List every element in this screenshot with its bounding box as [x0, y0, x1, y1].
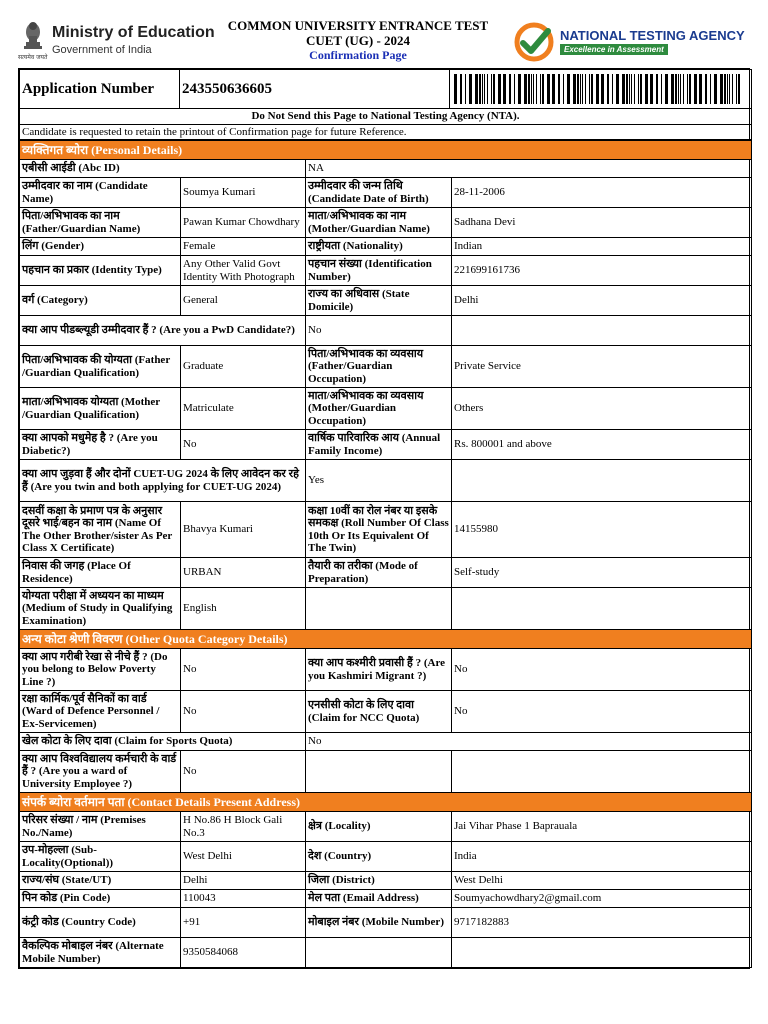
table-row	[20, 908, 752, 938]
father-qualification-label: पिता/अभिभावक की योग्यता (Father /Guardian Qualification)	[20, 346, 181, 388]
father-name-label: पिता/अभिभावक का नाम (Father/Guardian Name)	[20, 208, 181, 238]
nta-title: NATIONAL TESTING AGENCY	[560, 28, 745, 43]
bpl-value: No	[181, 649, 306, 691]
barcode-bar	[518, 74, 521, 104]
barcode-bar	[475, 74, 478, 104]
national-emblem-icon	[20, 18, 46, 52]
country-label: देश (Country)	[306, 842, 452, 872]
application-number-row	[20, 70, 752, 109]
table-row	[20, 812, 752, 842]
barcode-bar	[567, 74, 570, 104]
barcode-bar	[493, 74, 495, 104]
barcode-bar	[675, 74, 677, 104]
alternate-mobile-value: 9350584068	[181, 938, 306, 968]
quota-details-heading: अन्य कोटा श्रेणी विवरण (Other Quota Category Details)	[20, 630, 752, 649]
table-row	[20, 649, 752, 691]
barcode-bar	[622, 74, 625, 104]
university-ward-label: क्या आप विश्वविद्यालय कर्मचारी के वार्ड हैं ? (Are you a ward of University Employee ?)	[20, 751, 181, 793]
barcode-bar	[573, 74, 576, 104]
contact-details-heading: संपर्क ब्योरा वर्तमान पता (Contact Details Present Address)	[20, 793, 752, 812]
do-not-send-notice: Do Not Send this Page to National Testing Agency (NTA).	[20, 109, 752, 125]
sports-quota-label: खेल कोटा के लिए दावा (Claim for Sports Quota)	[20, 733, 306, 751]
barcode-bar	[542, 74, 544, 104]
twin-label: क्या आप जुड़वा हैं और दोनों CUET-UG 2024 के लिए आवेदन कर रहे हैं (Are you twin and both applying for CUET-UG 2024)	[20, 460, 306, 502]
page-header	[18, 14, 750, 66]
barcode-bar	[514, 74, 515, 104]
personal-details-heading: व्यक्तिगत ब्योरा (Personal Details)	[20, 141, 752, 160]
empty-cell	[306, 751, 452, 793]
barcode-bar	[585, 74, 586, 104]
confirmation-form	[18, 68, 750, 969]
barcode-bar	[540, 74, 541, 104]
bpl-label: क्या आप गरीबी रेखा से नीचे हैं ? (Do you belong to Below Poverty Line ?)	[20, 649, 181, 691]
abc-id-value: NA	[306, 160, 752, 178]
pwd-value: No	[306, 316, 452, 346]
section-header-personal	[20, 141, 752, 160]
defence-ward-label: रक्षा कार्मिक/पूर्व सैनिकों का वार्ड (Ward of Defence Personnel / Ex-Servicemen)	[20, 691, 181, 733]
mobile-number-label: मोबाइल नंबर (Mobile Number)	[306, 908, 452, 938]
barcode-bar	[509, 74, 511, 104]
ministry-subtitle: Government of India	[52, 44, 152, 56]
table-row	[20, 751, 752, 793]
barcode-bar	[465, 74, 466, 104]
nta-checkmark-logo-icon	[514, 22, 556, 62]
application-table	[19, 69, 752, 140]
pwd-label: क्या आप पीडब्ल्यूडी उम्मीदवार हैं ? (Are you a PwD Candidate?)	[20, 316, 306, 346]
barcode-bar	[683, 74, 684, 104]
nationality-label: राष्ट्रीयता (Nationality)	[306, 238, 452, 256]
diabetic-value: No	[181, 430, 306, 460]
mobile-number-value: 9717182883	[452, 908, 752, 938]
empty-cell	[452, 751, 752, 793]
premises-value: H No.86 H Block Gali No.3	[181, 812, 306, 842]
category-label: वर्ग (Category)	[20, 286, 181, 316]
empty-cell	[306, 938, 452, 968]
table-row	[20, 691, 752, 733]
barcode-bar	[524, 74, 527, 104]
father-name-value: Pawan Kumar Chowdhary	[181, 208, 306, 238]
application-number-value: 243550636605	[180, 70, 450, 109]
table-row	[20, 938, 752, 968]
mother-occupation-label: माता/अभिभावक का व्यवसाय (Mother/Guardian Occupation)	[306, 388, 452, 430]
exam-heading	[218, 18, 498, 63]
mother-occupation-value: Others	[452, 388, 752, 430]
barcode-bar	[552, 74, 555, 104]
barcode-bar	[724, 74, 726, 104]
study-medium-value: English	[181, 588, 306, 630]
table-row	[20, 872, 752, 890]
table-row	[20, 388, 752, 430]
dob-label: उम्मीदवार की जन्म तिथि (Candidate Date of Birth)	[306, 178, 452, 208]
barcode-bar	[533, 74, 534, 104]
premises-label: परिसर संख्या / नाम (Premises No./Name)	[20, 812, 181, 842]
empty-cell	[306, 588, 452, 630]
table-row	[20, 558, 752, 588]
country-code-value: +91	[181, 908, 306, 938]
dob-value: 28-11-2006	[452, 178, 752, 208]
barcode-bar	[665, 74, 668, 104]
barcode-bar	[589, 74, 590, 104]
barcode-bar	[714, 74, 717, 104]
locality-label: क्षेत्र (Locality)	[306, 812, 452, 842]
exam-title-line1: COMMON UNIVERSITY ENTRANCE TEST	[227, 18, 489, 33]
father-occupation-label: पिता/अभिभावक का व्यवसाय (Father/Guardian Occupation)	[306, 346, 452, 388]
barcode-image	[452, 74, 744, 104]
annual-income-label: वार्षिक पारिवारिक आय (Annual Family Income)	[306, 430, 452, 460]
barcode-bar	[582, 74, 583, 104]
barcode-bar	[689, 74, 691, 104]
retain-printout-instruction: Candidate is requested to retain the printout of Confirmation page for future Reference.	[20, 124, 752, 140]
barcode-bar	[482, 74, 483, 104]
barcode-bar	[680, 74, 681, 104]
barcode-bar	[591, 74, 593, 104]
twin-name-label: दसवीं कक्षा के प्रमाण पत्र के अनुसार दूसरे भाई/बहन का नाम (Name Of The Other Brother/sister As Per Class X Certificate)	[20, 502, 181, 558]
barcode-bar	[640, 74, 642, 104]
ncc-quota-label: एनसीसी कोटा के लिए दावा (Claim for NCC Quota)	[306, 691, 452, 733]
instruction-row	[20, 124, 752, 140]
email-value: Soumyachowdhary2@gmail.com	[452, 890, 752, 908]
barcode-bar	[634, 74, 635, 104]
barcode-bar	[528, 74, 530, 104]
district-value: West Delhi	[452, 872, 752, 890]
mother-qualification-value: Matriculate	[181, 388, 306, 430]
barcode-bar	[720, 74, 723, 104]
preparation-mode-label: तैयारी का तरीका (Mode of Preparation)	[306, 558, 452, 588]
district-label: जिला (District)	[306, 872, 452, 890]
barcode-bar	[650, 74, 653, 104]
barcode-bar	[479, 74, 481, 104]
kashmiri-migrant-value: No	[452, 649, 752, 691]
barcode-bar	[656, 74, 658, 104]
barcode-bar	[607, 74, 609, 104]
barcode-bar	[612, 74, 613, 104]
barcode-bar	[563, 74, 564, 104]
details-table	[19, 140, 752, 968]
nta-tagline: Excellence in Assessment	[560, 44, 668, 55]
notice-row	[20, 109, 752, 125]
barcode-bar	[531, 74, 532, 104]
nationality-value: Indian	[452, 238, 752, 256]
email-label: मेल पता (Email Address)	[306, 890, 452, 908]
table-row	[20, 178, 752, 208]
barcode-bar	[671, 74, 674, 104]
mother-name-label: माता/अभिभावक का नाम (Mother/Guardian Name)	[306, 208, 452, 238]
table-row	[20, 160, 752, 178]
twin-name-value: Bhavya Kumari	[181, 502, 306, 558]
father-occupation-value: Private Service	[452, 346, 752, 388]
table-row	[20, 208, 752, 238]
barcode-bar	[629, 74, 630, 104]
state-domicile-value: Delhi	[452, 286, 752, 316]
state-label: राज्य/संघ (State/UT)	[20, 872, 181, 890]
barcode-bar	[638, 74, 639, 104]
abc-id-label: एबीसी आईडी (Abc ID)	[20, 160, 306, 178]
table-row	[20, 286, 752, 316]
mother-name-value: Sadhana Devi	[452, 208, 752, 238]
twin-roll-label: कक्षा 10वीं का रोल नंबर या इसके समकक्ष (Roll Number Of Class 10th Or Its Equivalent Of The Twin)	[306, 502, 452, 558]
emblem-caption: सत्यमेव जयते	[18, 54, 48, 61]
barcode-bar	[536, 74, 537, 104]
barcode-bar	[498, 74, 501, 104]
table-row	[20, 842, 752, 872]
twin-roll-value: 14155980	[452, 502, 752, 558]
table-row	[20, 316, 752, 346]
barcode-bar	[454, 74, 457, 104]
barcode-bar	[558, 74, 560, 104]
identity-type-value: Any Other Valid Govt Identity With Photograph	[181, 256, 306, 286]
barcode-bar	[547, 74, 550, 104]
empty-cell	[452, 938, 752, 968]
identification-number-value: 221699161736	[452, 256, 752, 286]
residence-value: URBAN	[181, 558, 306, 588]
table-row	[20, 588, 752, 630]
barcode-bar	[687, 74, 688, 104]
category-value: General	[181, 286, 306, 316]
application-number-label: Application Number	[20, 70, 180, 109]
barcode-bar	[626, 74, 628, 104]
barcode-bar	[678, 74, 679, 104]
ncc-quota-value: No	[452, 691, 752, 733]
country-value: India	[452, 842, 752, 872]
barcode-bar	[710, 74, 711, 104]
barcode-bar	[705, 74, 707, 104]
barcode-bar	[661, 74, 662, 104]
barcode-bar	[694, 74, 697, 104]
section-header-quota	[20, 630, 752, 649]
father-qualification-value: Graduate	[181, 346, 306, 388]
defence-ward-value: No	[181, 691, 306, 733]
table-row	[20, 430, 752, 460]
barcode-bar	[729, 74, 730, 104]
barcode-bar	[738, 74, 740, 104]
barcode-bar	[732, 74, 733, 104]
exam-title-line2: CUET (UG) - 2024	[305, 33, 411, 48]
barcode-bar	[491, 74, 492, 104]
table-row	[20, 238, 752, 256]
table-row	[20, 346, 752, 388]
section-header-contact	[20, 793, 752, 812]
barcode-bar	[631, 74, 632, 104]
candidate-name-value: Soumya Kumari	[181, 178, 306, 208]
barcode-bar	[699, 74, 702, 104]
barcode-bar	[596, 74, 599, 104]
barcode-bar	[487, 74, 488, 104]
barcode-cell	[450, 70, 752, 109]
candidate-name-label: उम्मीदवार का नाम (Candidate Name)	[20, 178, 181, 208]
empty-cell	[452, 316, 752, 346]
state-value: Delhi	[181, 872, 306, 890]
identity-type-label: पहचान का प्रकार (Identity Type)	[20, 256, 181, 286]
gender-value: Female	[181, 238, 306, 256]
university-ward-value: No	[181, 751, 306, 793]
empty-cell	[452, 460, 752, 502]
barcode-bar	[577, 74, 579, 104]
sub-locality-label: उप-मोहल्ला (Sub-Locality(Optional))	[20, 842, 181, 872]
annual-income-value: Rs. 800001 and above	[452, 430, 752, 460]
table-row	[20, 502, 752, 558]
sports-quota-value: No	[306, 733, 752, 751]
ministry-logo-block	[18, 18, 218, 62]
barcode-bar	[503, 74, 506, 104]
barcode-bar	[616, 74, 619, 104]
locality-value: Jai Vihar Phase 1 Baprauala	[452, 812, 752, 842]
barcode-bar	[601, 74, 604, 104]
empty-cell	[452, 588, 752, 630]
diabetic-label: क्या आपको मधुमेह है ? (Are you Diabetic?)	[20, 430, 181, 460]
kashmiri-migrant-label: क्या आप कश्मीरी प्रवासी हैं ? (Are you Kashmiri Migrant ?)	[306, 649, 452, 691]
nta-logo-block	[514, 20, 754, 64]
page-title: Confirmation Page	[309, 48, 407, 62]
barcode-bar	[580, 74, 581, 104]
pin-code-label: पिन कोड (Pin Code)	[20, 890, 181, 908]
identification-number-label: पहचान संख्या (Identification Number)	[306, 256, 452, 286]
table-row	[20, 460, 752, 502]
table-row	[20, 256, 752, 286]
state-domicile-label: राज्य का अधिवास (State Domicile)	[306, 286, 452, 316]
sub-locality-value: West Delhi	[181, 842, 306, 872]
barcode-bar	[460, 74, 462, 104]
residence-label: निवास की जगह (Place Of Residence)	[20, 558, 181, 588]
study-medium-label: योग्यता परीक्षा में अध्ययन का माध्यम (Medium of Study in Qualifying Examination)	[20, 588, 181, 630]
pin-code-value: 110043	[181, 890, 306, 908]
barcode-bar	[727, 74, 728, 104]
barcode-bar	[484, 74, 485, 104]
country-code-label: कंट्री कोड (Country Code)	[20, 908, 181, 938]
ministry-title: Ministry of Education	[52, 24, 215, 41]
alternate-mobile-label: वैकल्पिक मोबाइल नंबर (Alternate Mobile Number)	[20, 938, 181, 968]
barcode-bar	[736, 74, 737, 104]
barcode-bar	[469, 74, 472, 104]
table-row	[20, 890, 752, 908]
preparation-mode-value: Self-study	[452, 558, 752, 588]
twin-value: Yes	[306, 460, 452, 502]
barcode-bar	[645, 74, 648, 104]
mother-qualification-label: माता/अभिभावक योग्यता (Mother /Guardian Qualification)	[20, 388, 181, 430]
gender-label: लिंग (Gender)	[20, 238, 181, 256]
table-row	[20, 733, 752, 751]
